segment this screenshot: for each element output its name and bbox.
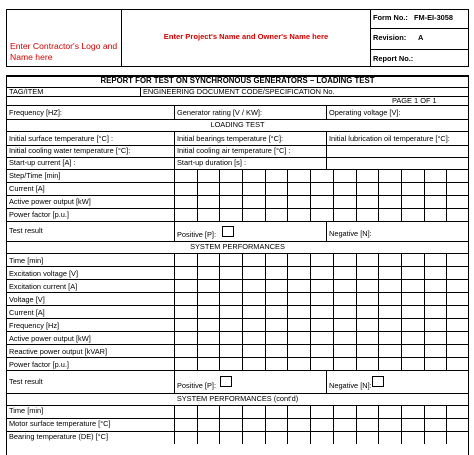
sp-power-factor-row-label: Power factor [p.u.]: [9, 360, 69, 369]
power-factor-row-label: Power factor [p.u.]: [9, 210, 69, 219]
sp-value-cell[interactable]: [446, 279, 469, 292]
spc-value-cell[interactable]: [265, 405, 288, 418]
report-no-label: Report No.:: [373, 54, 414, 63]
spc-value-cell[interactable]: [242, 431, 265, 444]
sp-value-cell[interactable]: [197, 292, 220, 305]
spc-value-cell[interactable]: [197, 418, 220, 431]
sp-value-cell[interactable]: [310, 331, 333, 344]
sp-value-cell[interactable]: [356, 266, 379, 279]
operating-voltage-field[interactable]: Operating voltage [V]:: [329, 108, 401, 117]
sp-value-cell[interactable]: [242, 279, 265, 292]
report-title: REPORT FOR TEST ON SYNCHRONOUS GENERATORS – LOADING TEST: [100, 76, 375, 85]
sp-value-cell[interactable]: [174, 305, 197, 318]
sp-value-cell[interactable]: [424, 344, 447, 357]
loading-value-cell[interactable]: [174, 208, 197, 221]
spc-value-cell[interactable]: [446, 431, 469, 444]
current-row-label: Current [A]: [9, 184, 45, 193]
sp-test-result-label: Test result: [9, 377, 43, 386]
spc-value-cell[interactable]: [219, 405, 242, 418]
loading-test-heading: LOADING TEST: [210, 120, 265, 129]
sp-value-cell[interactable]: [219, 266, 242, 279]
loading-value-cell[interactable]: [197, 169, 220, 182]
loading-value-cell[interactable]: [424, 208, 447, 221]
sp-value-cell[interactable]: [174, 344, 197, 357]
sp-value-cell[interactable]: [333, 344, 356, 357]
sp-value-cell[interactable]: [287, 331, 310, 344]
initial-surface-temp-field[interactable]: Initial surface temperature [°C] :: [9, 134, 114, 143]
loading-value-cell[interactable]: [378, 208, 401, 221]
sp-value-cell[interactable]: [310, 292, 333, 305]
spc-value-cell[interactable]: [242, 418, 265, 431]
loading-value-cell[interactable]: [310, 169, 333, 182]
sp-value-cell[interactable]: [401, 305, 424, 318]
sp-value-cell[interactable]: [378, 253, 401, 266]
sp-value-cell[interactable]: [424, 253, 447, 266]
sp-value-cell[interactable]: [424, 266, 447, 279]
sp-value-cell[interactable]: [265, 253, 288, 266]
sp-value-cell[interactable]: [310, 344, 333, 357]
sp-value-cell[interactable]: [265, 292, 288, 305]
sp-value-cell[interactable]: [446, 292, 469, 305]
loading-value-cell[interactable]: [219, 169, 242, 182]
sp-value-cell[interactable]: [356, 253, 379, 266]
loading-value-cell[interactable]: [197, 208, 220, 221]
loading-value-cell[interactable]: [219, 208, 242, 221]
spc-value-cell[interactable]: [219, 418, 242, 431]
sp-value-cell[interactable]: [333, 253, 356, 266]
sp-value-cell[interactable]: [242, 331, 265, 344]
loading-value-cell[interactable]: [401, 195, 424, 208]
sp-value-cell[interactable]: [310, 253, 333, 266]
loading-value-cell[interactable]: [310, 182, 333, 195]
sp-value-cell[interactable]: [333, 292, 356, 305]
loading-value-cell[interactable]: [310, 208, 333, 221]
spc-value-cell[interactable]: [197, 431, 220, 444]
spc-value-cell[interactable]: [310, 405, 333, 418]
revision-value: A: [418, 33, 424, 42]
loading-value-cell[interactable]: [219, 195, 242, 208]
loading-result-divider-2: [326, 221, 327, 241]
sp-value-cell[interactable]: [424, 305, 447, 318]
sp-active-power-row-label: Active power output [kW]: [9, 334, 91, 343]
sp-frequency-row-label: Frequency [Hz]: [9, 321, 60, 330]
sp-value-cell[interactable]: [401, 344, 424, 357]
initial-cooling-water-temp-field[interactable]: Initial cooling water temperature [°C]:: [9, 146, 131, 155]
active-power-row-label: Active power output [kW]: [9, 197, 91, 206]
sp-value-cell[interactable]: [446, 305, 469, 318]
sp-value-cell[interactable]: [287, 292, 310, 305]
sp-value-cell[interactable]: [219, 344, 242, 357]
loading-value-cell[interactable]: [333, 182, 356, 195]
spc-value-cell[interactable]: [401, 405, 424, 418]
spc-time-row-label: Time [min]: [9, 406, 44, 415]
sp-value-cell[interactable]: [287, 318, 310, 331]
contractor-logo-placeholder: Enter Contractor's Logo and Name here: [10, 41, 118, 62]
form-no-label: Form No.:: [373, 13, 408, 22]
sp-value-cell[interactable]: [378, 318, 401, 331]
sp-value-cell[interactable]: [197, 266, 220, 279]
spc-value-cell[interactable]: [333, 431, 356, 444]
loading-value-cell[interactable]: [174, 169, 197, 182]
step-time-row-label: Step/Time [min]: [9, 171, 61, 180]
sp-value-cell[interactable]: [265, 331, 288, 344]
loading-value-cell[interactable]: [174, 195, 197, 208]
loading-positive-checkbox[interactable]: [222, 226, 234, 237]
sp-value-cell[interactable]: [197, 318, 220, 331]
sp-value-cell[interactable]: [287, 357, 310, 370]
loading-value-cell[interactable]: [197, 182, 220, 195]
loading-value-cell[interactable]: [219, 182, 242, 195]
sp-value-cell[interactable]: [197, 344, 220, 357]
sp-value-cell[interactable]: [310, 318, 333, 331]
loading-value-cell[interactable]: [356, 169, 379, 182]
loading-value-cell[interactable]: [356, 208, 379, 221]
loading-value-cell[interactable]: [242, 182, 265, 195]
sp-value-cell[interactable]: [219, 253, 242, 266]
sp-value-cell[interactable]: [424, 357, 447, 370]
spc-value-cell[interactable]: [310, 418, 333, 431]
sp-value-cell[interactable]: [197, 331, 220, 344]
loading-value-cell[interactable]: [446, 182, 469, 195]
sp-value-cell[interactable]: [174, 253, 197, 266]
sp-value-cell[interactable]: [356, 279, 379, 292]
loading-value-cell[interactable]: [242, 195, 265, 208]
spc-value-cell[interactable]: [333, 418, 356, 431]
sp-table-bottom: [6, 370, 469, 371]
loading-value-cell[interactable]: [401, 169, 424, 182]
sp-value-cell[interactable]: [446, 331, 469, 344]
sp-value-cell[interactable]: [174, 266, 197, 279]
loading-value-cell[interactable]: [287, 169, 310, 182]
loading-negative-label: Negative [N]:: [329, 229, 372, 238]
sp-value-cell[interactable]: [219, 357, 242, 370]
sp-value-cell[interactable]: [378, 331, 401, 344]
spc-value-cell[interactable]: [424, 418, 447, 431]
sp-positive-label: Positive [P]:: [177, 381, 217, 390]
sp-value-cell[interactable]: [401, 292, 424, 305]
form-no-value: FM-EI-3058: [414, 13, 454, 22]
sp-value-cell[interactable]: [356, 357, 379, 370]
sp-voltage-row-label: Voltage [V]: [9, 295, 45, 304]
sp-value-cell[interactable]: [174, 318, 197, 331]
loading-value-cell[interactable]: [401, 182, 424, 195]
loading-value-cell[interactable]: [242, 208, 265, 221]
spc-bearing-temp-row-label: Bearing temperature (DE) [°C]: [9, 432, 109, 441]
sp-value-cell[interactable]: [242, 253, 265, 266]
spc-value-cell[interactable]: [424, 431, 447, 444]
loading-value-cell[interactable]: [378, 169, 401, 182]
revision-label: Revision:: [373, 33, 407, 42]
sp-value-cell[interactable]: [356, 331, 379, 344]
sp-value-cell[interactable]: [174, 357, 197, 370]
sp-value-cell[interactable]: [174, 279, 197, 292]
sp-value-cell[interactable]: [197, 305, 220, 318]
loading-value-cell[interactable]: [333, 208, 356, 221]
sp-value-cell[interactable]: [287, 266, 310, 279]
spc-value-cell[interactable]: [242, 405, 265, 418]
loading-value-cell[interactable]: [333, 195, 356, 208]
sp-value-cell[interactable]: [446, 266, 469, 279]
loading-value-cell[interactable]: [265, 195, 288, 208]
loading-table-bottom: [6, 221, 469, 222]
initial-cooling-air-temp-field[interactable]: Initial cooling air temperature [°C] :: [177, 146, 291, 155]
spc-value-cell[interactable]: [378, 418, 401, 431]
sp-value-cell[interactable]: [310, 357, 333, 370]
loading-value-cell[interactable]: [424, 195, 447, 208]
sp-value-cell[interactable]: [401, 253, 424, 266]
sp-value-cell[interactable]: [424, 318, 447, 331]
loading-test-result-label: Test result: [9, 226, 43, 235]
sp-result-divider-2: [326, 370, 327, 393]
start-up-duration-field[interactable]: Start-up duration [s] :: [177, 158, 247, 167]
sp-value-cell[interactable]: [378, 344, 401, 357]
sp-value-cell[interactable]: [197, 357, 220, 370]
sp-value-cell[interactable]: [356, 305, 379, 318]
sp-time-row-label: Time [min]: [9, 256, 44, 265]
spc-value-cell[interactable]: [378, 405, 401, 418]
loading-value-cell[interactable]: [197, 195, 220, 208]
loading-value-cell[interactable]: [265, 169, 288, 182]
sp-value-cell[interactable]: [287, 305, 310, 318]
sp-positive-checkbox[interactable]: [220, 376, 232, 387]
page-indicator: PAGE 1 OF 1: [392, 96, 437, 105]
system-performances-heading: SYSTEM PERFORMANCES: [190, 242, 285, 251]
spc-value-cell[interactable]: [424, 405, 447, 418]
sp-value-cell[interactable]: [265, 266, 288, 279]
sp-value-cell[interactable]: [378, 292, 401, 305]
loading-value-cell[interactable]: [446, 169, 469, 182]
spc-motor-surface-temp-row-label: Motor surface temperature [°C]: [9, 419, 111, 428]
sp-value-cell[interactable]: [287, 344, 310, 357]
loading-value-cell[interactable]: [287, 208, 310, 221]
sp-excitation-voltage-row-label: Excitation voltage [V]: [9, 269, 79, 278]
spc-value-cell[interactable]: [287, 431, 310, 444]
sp-value-cell[interactable]: [446, 253, 469, 266]
system-performances-contd-heading: SYSTEM PERFORMANCES (cont'd): [176, 394, 299, 403]
sp-value-cell[interactable]: [197, 279, 220, 292]
spc-value-cell[interactable]: [446, 405, 469, 418]
sp-value-cell[interactable]: [265, 357, 288, 370]
sp-value-cell[interactable]: [242, 266, 265, 279]
sp-value-cell[interactable]: [219, 331, 242, 344]
spc-value-cell[interactable]: [333, 405, 356, 418]
loading-value-cell[interactable]: [446, 208, 469, 221]
sp-value-cell[interactable]: [310, 279, 333, 292]
sp-value-cell[interactable]: [265, 344, 288, 357]
loading-value-cell[interactable]: [401, 208, 424, 221]
loading-value-cell[interactable]: [310, 195, 333, 208]
spc-value-cell[interactable]: [197, 405, 220, 418]
sp-value-cell[interactable]: [356, 292, 379, 305]
sp-value-cell[interactable]: [401, 318, 424, 331]
loading-value-cell[interactable]: [333, 169, 356, 182]
sp-value-cell[interactable]: [219, 279, 242, 292]
spc-value-cell[interactable]: [287, 418, 310, 431]
sp-value-cell[interactable]: [356, 344, 379, 357]
sp-value-cell[interactable]: [401, 279, 424, 292]
sp-current-row-label: Current [A]: [9, 308, 45, 317]
engineering-doc-label: ENGINEERING DOCUMENT CODE/SPECIFICATION No.: [143, 87, 335, 96]
sp-value-cell[interactable]: [287, 253, 310, 266]
sp-value-cell[interactable]: [310, 305, 333, 318]
sp-negative-checkbox[interactable]: [372, 376, 384, 387]
sp-value-cell[interactable]: [219, 318, 242, 331]
spc-value-cell[interactable]: [174, 405, 197, 418]
initial-bearings-temp-field[interactable]: Initial bearings temperature [°C]:: [177, 134, 284, 143]
spc-value-cell[interactable]: [356, 418, 379, 431]
sp-value-cell[interactable]: [378, 357, 401, 370]
sp-value-cell[interactable]: [446, 344, 469, 357]
sp-value-cell[interactable]: [333, 266, 356, 279]
sp-excitation-current-row-label: Excitation current [A]: [9, 282, 78, 291]
spc-value-cell[interactable]: [174, 418, 197, 431]
loading-value-cell[interactable]: [265, 208, 288, 221]
sp-value-cell[interactable]: [333, 279, 356, 292]
sp-value-cell[interactable]: [446, 318, 469, 331]
sp-value-cell[interactable]: [378, 305, 401, 318]
start-up-current-field[interactable]: Start-up current [A] :: [9, 158, 76, 167]
sp-value-cell[interactable]: [401, 331, 424, 344]
loading-value-cell[interactable]: [356, 195, 379, 208]
loading-value-cell[interactable]: [424, 169, 447, 182]
spc-value-cell[interactable]: [356, 405, 379, 418]
sp-value-cell[interactable]: [356, 318, 379, 331]
loading-value-cell[interactable]: [242, 169, 265, 182]
sp-value-cell[interactable]: [174, 331, 197, 344]
sp-value-cell[interactable]: [310, 266, 333, 279]
spc-value-cell[interactable]: [401, 418, 424, 431]
loading-value-cell[interactable]: [174, 182, 197, 195]
spc-value-cell[interactable]: [446, 418, 469, 431]
initial-lube-oil-temp-field[interactable]: Initial lubrication oil temperature [°C]:: [329, 134, 450, 143]
loading-positive-label: Positive [P]:: [177, 230, 217, 239]
spc-value-cell[interactable]: [265, 418, 288, 431]
sp-value-cell[interactable]: [242, 292, 265, 305]
generator-rating-field[interactable]: Generator rating [V / KW]:: [177, 108, 263, 117]
loading-value-cell[interactable]: [287, 182, 310, 195]
sp-value-cell[interactable]: [265, 305, 288, 318]
loading-value-cell[interactable]: [446, 195, 469, 208]
loading-value-cell[interactable]: [356, 182, 379, 195]
loading-value-cell[interactable]: [287, 195, 310, 208]
sp-value-cell[interactable]: [242, 305, 265, 318]
project-name-placeholder: Enter Project's Name and Owner's Name here: [163, 32, 329, 41]
spc-value-cell[interactable]: [401, 431, 424, 444]
loading-value-cell[interactable]: [378, 182, 401, 195]
sp-value-cell[interactable]: [265, 318, 288, 331]
spc-value-cell[interactable]: [174, 431, 197, 444]
sp-value-cell[interactable]: [174, 292, 197, 305]
sp-negative-label: Negative [N]:: [329, 381, 372, 390]
sp-value-cell[interactable]: [424, 279, 447, 292]
sp-value-cell[interactable]: [333, 357, 356, 370]
sp-value-cell[interactable]: [401, 357, 424, 370]
sp-value-cell[interactable]: [219, 305, 242, 318]
spc-value-cell[interactable]: [265, 431, 288, 444]
sp-value-cell[interactable]: [333, 318, 356, 331]
spc-value-cell[interactable]: [356, 431, 379, 444]
loading-value-cell[interactable]: [378, 195, 401, 208]
sp-value-cell[interactable]: [242, 357, 265, 370]
spc-value-cell[interactable]: [219, 431, 242, 444]
sp-value-cell[interactable]: [424, 331, 447, 344]
tag-item-label: TAG/ITEM: [9, 87, 44, 96]
sp-value-cell[interactable]: [378, 266, 401, 279]
sp-value-cell[interactable]: [242, 318, 265, 331]
frequency-field[interactable]: Frequency [HZ]:: [9, 108, 62, 117]
sp-result-divider-1: [174, 370, 175, 393]
sp-value-cell[interactable]: [333, 331, 356, 344]
spc-value-cell[interactable]: [310, 431, 333, 444]
sp-value-cell[interactable]: [287, 279, 310, 292]
sp-value-cell[interactable]: [265, 279, 288, 292]
sp-value-cell[interactable]: [219, 292, 242, 305]
sp-value-cell[interactable]: [424, 292, 447, 305]
sp-value-cell[interactable]: [378, 279, 401, 292]
spc-value-cell[interactable]: [287, 405, 310, 418]
loading-value-cell[interactable]: [265, 182, 288, 195]
loading-result-divider-1: [174, 221, 175, 241]
sp-value-cell[interactable]: [446, 357, 469, 370]
spc-value-cell[interactable]: [378, 431, 401, 444]
sp-value-cell[interactable]: [401, 266, 424, 279]
loading-value-cell[interactable]: [424, 182, 447, 195]
sp-reactive-power-row-label: Reactive power output [kVAR]: [9, 347, 108, 356]
sp-value-cell[interactable]: [242, 344, 265, 357]
sp-value-cell[interactable]: [333, 305, 356, 318]
sp-value-cell[interactable]: [197, 253, 220, 266]
